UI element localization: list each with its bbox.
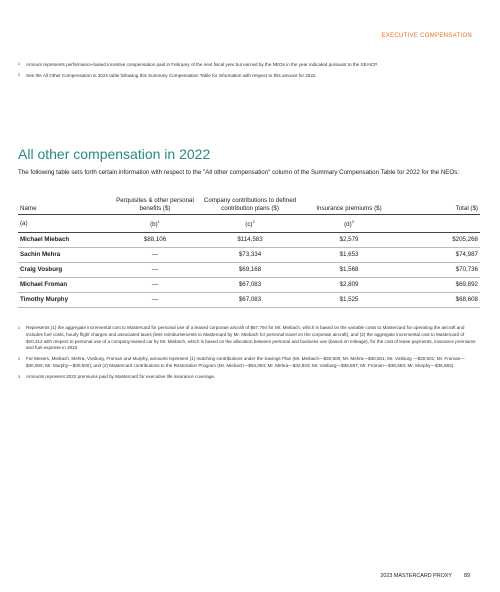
footnote-text: For Messrs. Miebach, Mehra, Vosburg, Froman and Murphy, amounts represent (1) matching contributions under the Savings Plan (Mr. Miebach—$30,500; Mr. Mehra—$30,501; Mr. Vosburg —$30,501; Mr. Froman—$30,500; Mr. Murphy—$30,500); and (2) Mastercard contributions to the Restoration Program (Mr. Miebach—$84,083; Mr. Mehra—$42,833; Mr. Vosburg—$38,667; Mr. Froman—$36,583; Mr. Murphy—$36,583). [26, 356, 465, 368]
section-header: EXECUTIVE COMPENSATION [381, 33, 472, 39]
table-row [18, 278, 480, 293]
cell-total: $70,736 [396, 263, 480, 278]
header-total: Total ($) [396, 197, 480, 215]
cell-total: $74,987 [396, 248, 480, 263]
header-name: Name [18, 197, 112, 215]
letter-d: $(d)^3$ [302, 215, 396, 233]
footnote-mark: 3 [18, 374, 21, 379]
header-insurance: Insurance premiums ($) [302, 197, 396, 215]
footnote-mark: 2 [18, 357, 21, 362]
table-footnotes [18, 325, 480, 385]
footnote-text: Amounts represent 2022 premiums paid by Mastercard for executive life insurance coverage. [26, 373, 216, 379]
cell-total: $69,892 [396, 278, 480, 293]
compensation-table [18, 197, 480, 308]
cell-total: $205,268 [396, 233, 480, 248]
cell-perquisites: — [112, 263, 198, 278]
cell-insurance: $2,809 [302, 278, 396, 293]
footnote-item [18, 356, 480, 370]
cell-perquisites: — [112, 278, 198, 293]
cell-contributions: $69,168 [198, 263, 302, 278]
footnote-text: See the All Other Compensation in 2022 table following this Summary Compensation Table for information with respect to this amount for 2022. [26, 73, 317, 78]
letter-total [396, 215, 480, 233]
header-perquisites: Perquisites & other personal benefits ($) [112, 197, 198, 215]
column-letters-row [18, 215, 480, 233]
cell-name: Michael Miebach [18, 233, 112, 248]
letter-a: (a) [18, 215, 112, 233]
footer-document-name: 2023 MASTERCARD PROXY [380, 573, 452, 579]
footnote-item [18, 374, 480, 381]
footnote-item [18, 62, 478, 67]
cell-perquisites: $88,106 [112, 233, 198, 248]
top-footnotes [18, 62, 478, 84]
cell-insurance: $1,653 [302, 248, 396, 263]
cell-name: Michael Froman [18, 278, 112, 293]
footnote-item [18, 325, 480, 352]
table-header-row [18, 197, 480, 215]
cell-perquisites: — [112, 248, 198, 263]
cell-name: Timothy Murphy [18, 293, 112, 308]
letter-c: $(c)^2$ [198, 215, 302, 233]
page-footer [380, 573, 470, 579]
section-title: All other compensation in 2022 [18, 146, 211, 162]
table-row [18, 263, 480, 278]
cell-insurance: $2,579 [302, 233, 396, 248]
cell-name: Craig Vosburg [18, 263, 112, 278]
cell-insurance: $1,525 [302, 293, 396, 308]
letter-b: $(b)^1$ [112, 215, 198, 233]
cell-perquisites: — [112, 293, 198, 308]
table-row [18, 293, 480, 308]
cell-contributions: $67,083 [198, 278, 302, 293]
footnote-mark: 1 [18, 62, 21, 66]
footnote-mark: 2 [18, 73, 21, 77]
footnote-text: Amount represents performance-based incentive compensation paid in February of the next fiscal year but earned by the NEOs in the year indicated pursuant to the SEAICP. [26, 62, 379, 67]
header-contributions: Company contributions to defined contribution plans ($) [198, 197, 302, 215]
cell-insurance: $1,568 [302, 263, 396, 278]
cell-contributions: $73,334 [198, 248, 302, 263]
cell-contributions: $114,583 [198, 233, 302, 248]
footnote-mark: 1 [18, 326, 21, 330]
intro-paragraph: The following table sets forth certain information with respect to the "All other compensation" column of the Summary Compensation Table for 2022 for the NEOs: [18, 169, 460, 176]
footnote-item [18, 73, 478, 78]
cell-total: $68,608 [396, 293, 480, 308]
cell-contributions: $67,083 [198, 293, 302, 308]
table-row [18, 248, 480, 263]
footnote-text: Represents (1) the aggregate incremental cost to Mastercard for personal use of a leased corporate aircraft of $67,794 for Mr. Miebach, which is based on the variable costs to Mastercard for operating the aircraft and includes fuel costs, hourly flight charges and associated taxes (less reimbursements to Mastercard by Mr. Miebach for personal travel on the corporate aircraft), and (2) the aggregate incremental cost to Mastercard of $20,312 with respect to personal use of a company-leased car by Mr. Miebach, which is based on the allocation between personal and business use (based on mileage), for the cost of lease payments, insurance premiums and fuel expense in 2022. [26, 325, 476, 351]
page-number: 89 [464, 573, 470, 579]
table-row [18, 233, 480, 248]
cell-name: Sachin Mehra [18, 248, 112, 263]
